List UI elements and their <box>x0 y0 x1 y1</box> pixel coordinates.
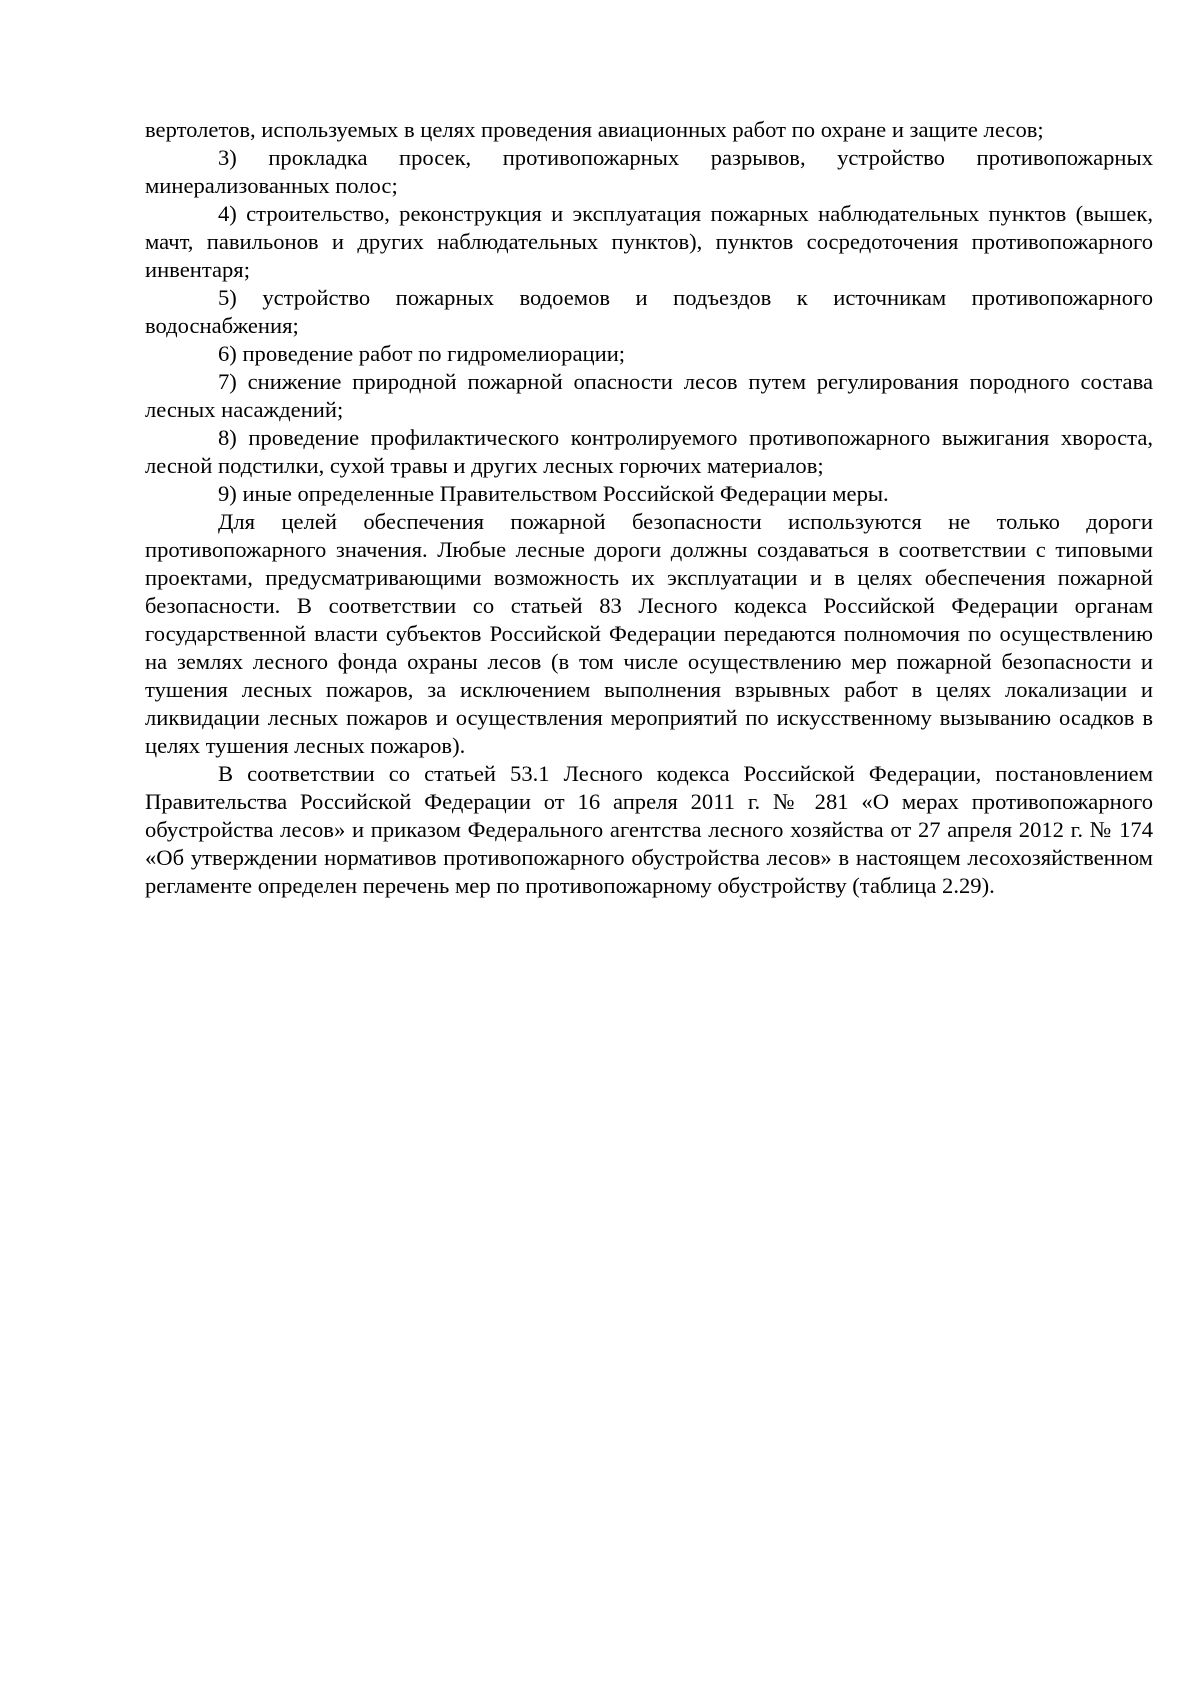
paragraph-fire-safety-roads: Для целей обеспечения пожарной безопасности используются не только дороги противопожарного значения. Любые лесные дороги должны создаваться в соответствии с типовыми проектами, предусматривающими возможность их эксплуатации и в целях обеспечения пожарной безопасности. В соответствии со статьей 83 Лесного кодекса Российской Федерации органам государственной власти субъектов Российской Федерации передаются полномочия по осуществлению на землях лесного фонда охраны лесов (в том числе осуществлению мер пожарной безопасности и тушения лесных пожаров, за исключением выполнения взрывных работ в целях локализации и ликвидации лесных пожаров и осуществления мероприятий по искусственному вызыванию осадков в целях тушения лесных пожаров). <box>145 509 1153 758</box>
list-item-4: 4) строительство, реконструкция и эксплуатация пожарных наблюдательных пунктов (вышек, мачт, павильонов и других наблюдательных пунктов), пунктов сосредоточения противопожарного инвентаря; <box>145 201 1153 282</box>
document-body <box>145 116 1153 900</box>
list-item-8: 8) проведение профилактического контролируемого противопожарного выжигания хвороста, лесной подстилки, сухой травы и других лесных горючих материалов; <box>145 425 1153 478</box>
list-item-9: 9) иные определенные Правительством Российской Федерации меры. <box>218 481 889 506</box>
list-item-7: 7) снижение природной пожарной опасности лесов путем регулирования породного состава лесных насаждений; <box>145 369 1153 422</box>
list-item-6: 6) проведение работ по гидромелиорации; <box>218 341 626 366</box>
paragraph-continuation: вертолетов, используемых в целях проведения авиационных работ по охране и защите лесов; <box>145 117 1044 142</box>
paragraph-regulation-reference: В соответствии со статьей 53.1 Лесного кодекса Российской Федерации, постановлением Правительства Российской Федерации от 16 апреля 2011 г. № 281 «О мерах противопожарного обустройства лесов» и приказом Федерального агентства лесного хозяйства от 27 апреля 2012 г. № 174 «Об утверждении нормативов противопожарного обустройства лесов» в настоящем лесохозяйственном регламенте определен перечень мер по противопожарному обустройству (таблица 2.29). <box>145 761 1153 898</box>
list-item-5: 5) устройство пожарных водоемов и подъездов к источникам противопожарного водоснабжения; <box>145 285 1153 338</box>
list-item-3: 3) прокладка просек, противопожарных разрывов, устройство противопожарных минерализованных полос; <box>145 145 1153 198</box>
